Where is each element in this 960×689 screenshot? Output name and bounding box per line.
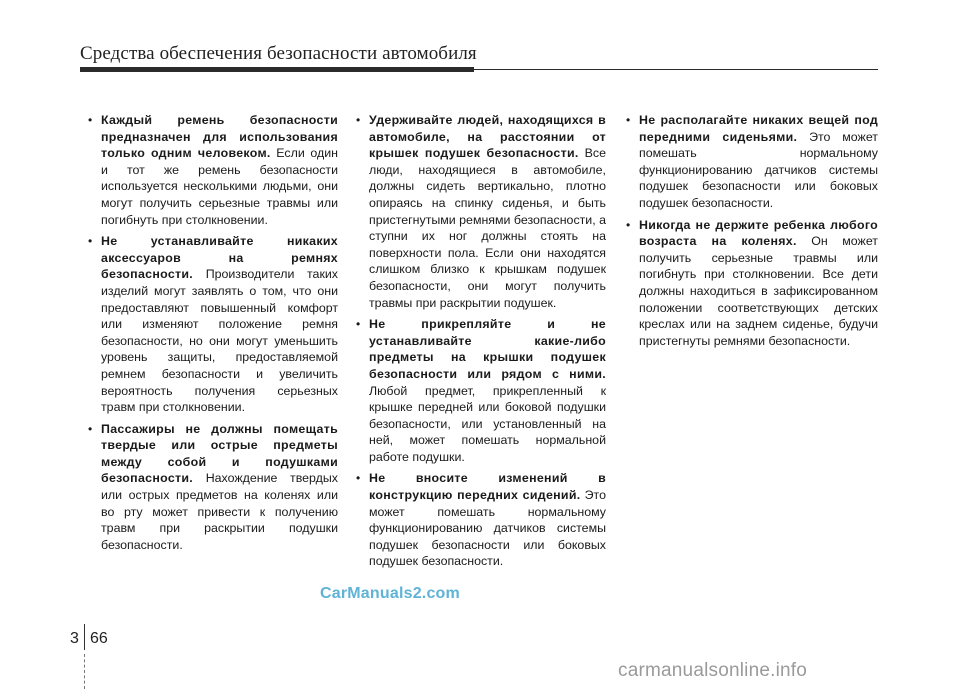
chapter-number: 3: [70, 630, 79, 647]
warning-heading: Удерживайте людей, находящихся в автомобиле, на расстоянии от крышек подушек безопасности.: [369, 113, 606, 161]
text-column-3: [626, 112, 878, 354]
text-column-2: [356, 112, 606, 575]
warning-heading: Каждый ремень безопасности предназначен для использования только одним человеком.: [101, 113, 338, 161]
warning-text: Производители таких изделий могут заявлять о том, что они предоставляют повышенный комфорт или изменяют положение ремня безопасности, но они могут уменьшить уровень защиты, предоставляемой ремнем безопасности и увеличить вероятность получения серьезных травм при столкновении.: [101, 267, 338, 415]
watermark-carmanualsonline: carmanualsonline.info: [618, 660, 808, 681]
warning-text: Нахождение твердых или острых предметов на коленях или во рту может привести к получению травм при раскрытии подушки безопасности.: [101, 471, 338, 552]
bullet-icon: •: [626, 217, 631, 232]
page-number: 66: [90, 630, 108, 647]
warning-item: [626, 217, 878, 350]
bullet-icon: •: [88, 113, 93, 127]
warning-item: [88, 421, 338, 554]
warning-item: [88, 233, 338, 416]
warning-heading: Никогда не держите ребенка любого возраста на коленях.: [639, 217, 878, 249]
warning-heading: Пассажиры не должны помещать твердые или острые предметы между собой и подушками безопасности.: [101, 421, 338, 486]
header-rule-thin: [474, 69, 878, 70]
warning-text: Все люди, находящиеся в автомобиле, должны сидеть вертикально, плотно опираясь на спинку сиденья, и быть пристегнутыми ремнями безопасности, а ступни их ног должны стоять на поверхности пола. Если они находятся слишком близко к крышкам подушек безопасности, они могут получить травмы при раскрытии подушек.: [369, 146, 607, 310]
warning-text: Любой предмет, прикрепленный к крышке передней или боковой подушки безопасности, или установленный на ней, может помешать нормальной работе подушки.: [369, 383, 606, 464]
warning-item: [356, 470, 606, 570]
text-column-1: [88, 112, 338, 558]
watermark-link-carmanuals2[interactable]: CarManuals2.com: [320, 585, 460, 602]
warning-heading: Не устанавливайте никаких аксессуаров на ремнях безопасности.: [101, 234, 338, 282]
warning-heading: Не располагайте никаких вещей под передними сиденьями.: [639, 113, 878, 144]
bullet-icon: •: [88, 421, 93, 436]
warning-heading: Не вносите изменений в конструкцию передних сидений.: [369, 471, 606, 503]
bullet-icon: •: [88, 234, 93, 249]
page-number-divider: [84, 624, 85, 650]
margin-dashed-line: [84, 654, 85, 689]
warning-item: [626, 112, 878, 212]
warning-item: [356, 316, 606, 465]
warning-text: Если один и тот же ремень безопасности используется несколькими людьми, они могут получить серьезные травмы или погибнуть при столкновении.: [101, 146, 338, 227]
warning-heading: Не прикрепляйте и не устанавливайте какие-либо предметы на крышки подушек безопасности или рядом с ними.: [369, 317, 606, 381]
warning-item: [88, 112, 338, 228]
bullet-icon: •: [356, 317, 361, 332]
header-rule-thick: [80, 67, 474, 72]
bullet-icon: •: [356, 471, 361, 486]
warning-text: Это может помешать нормальному функционированию датчиков системы подушек безопасности или боковых подушек безопасности.: [369, 488, 606, 569]
page-header-title: Средства обеспечения безопасности автомобиля: [80, 43, 477, 64]
bullet-icon: •: [356, 113, 361, 127]
bullet-icon: •: [626, 113, 631, 127]
warning-item: [356, 112, 606, 311]
warning-text: Он может получить серьезные травмы или погибнуть при столкновении. Все дети должны находиться в зафиксированном положении соответствующих детских креслах или на заднем сиденье, будучи пристегнуты ремнями безопасности.: [639, 234, 878, 348]
warning-text: Это может помешать нормальному функционированию датчиков системы подушек безопасности или боковых подушек безопасности.: [639, 129, 878, 210]
